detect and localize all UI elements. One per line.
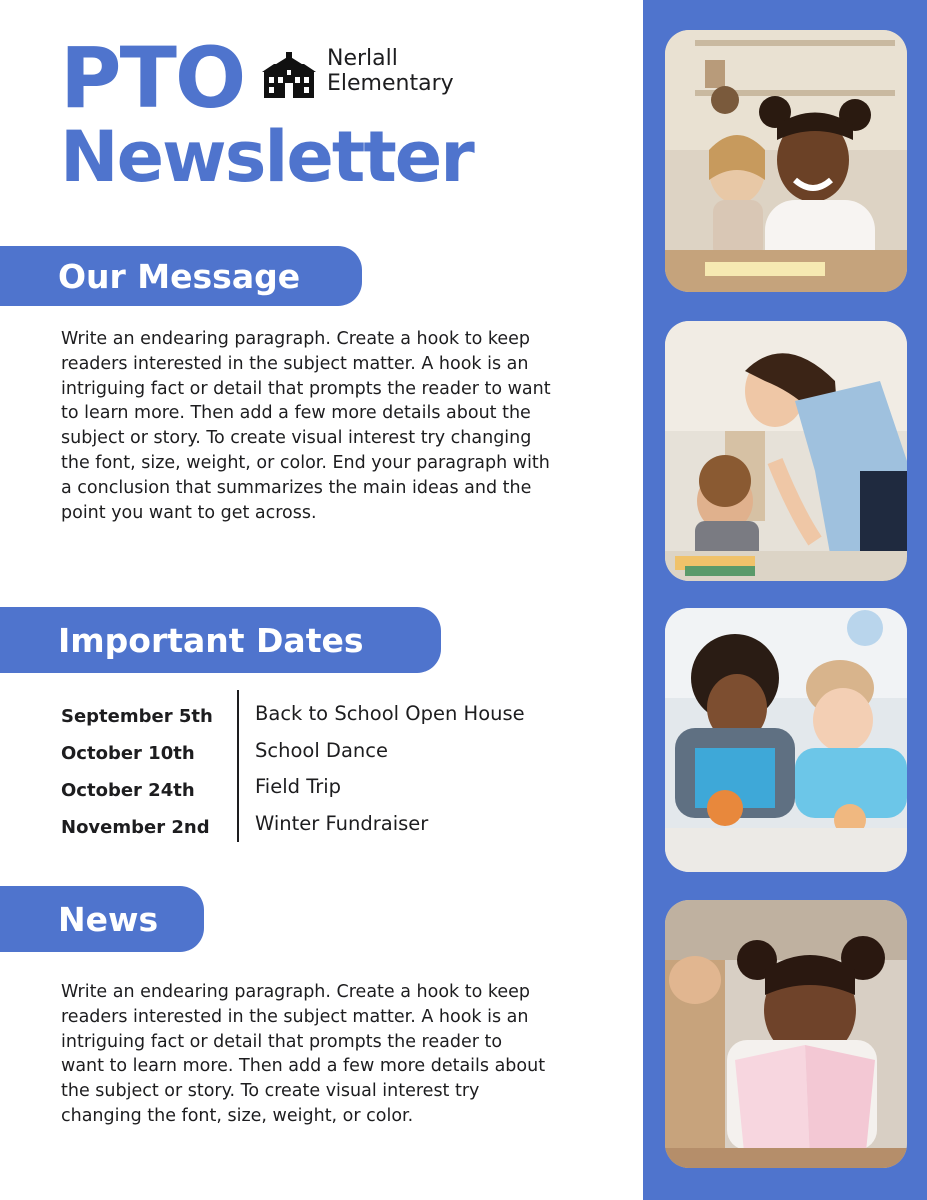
title-line-newsletter: Newsletter — [60, 116, 473, 198]
event-item: Field Trip — [255, 775, 342, 798]
event-item: Back to School Open House — [255, 702, 525, 725]
school-name-line2: Elementary — [327, 71, 454, 96]
classroom-photo-teacher-helping — [665, 321, 907, 581]
events-column — [255, 696, 525, 842]
dates-column — [61, 698, 213, 846]
classroom-photo-children-painting — [665, 608, 907, 872]
school-name-line1: Nerlall — [327, 46, 398, 71]
event-item: Winter Fundraiser — [255, 811, 429, 835]
our-message-body: Write an endearing paragraph. Create a hook to keep readers interested in the subject matter. A hook is an intriguing fact or detail that prompts the reader to want to learn more. Then add a few more details about the subject or story. To create visual interest try changing the font, size, weight, or color. End your paragraph with a conclusion that summarizes the main ideas and the point you want to get across. — [61, 329, 551, 523]
date-item: November 2nd — [61, 817, 210, 838]
news-body: Write an endearing paragraph. Create a hook to keep readers interested in the subject matter. A hook is an intriguing fact or detail that prompts the reader to want to learn more. Then add a few more details about the subject or story. To create visual interest try changing the font, size, weight, or color. — [61, 982, 546, 1126]
school-building-icon — [262, 52, 316, 98]
date-item: October 10th — [61, 743, 195, 764]
school-name — [327, 46, 454, 96]
classroom-photo-girl-reading — [665, 900, 907, 1168]
important-dates-list — [61, 690, 561, 842]
date-item: September 5th — [61, 706, 213, 727]
date-item: October 24th — [61, 780, 195, 801]
event-item: School Dance — [255, 738, 388, 762]
news-heading: News — [0, 886, 204, 952]
important-dates-heading: Important Dates — [0, 607, 441, 673]
dates-divider — [237, 690, 239, 842]
school-logo — [262, 46, 454, 98]
classroom-photo-girl-smiling — [665, 30, 907, 292]
title-line-pto: PTO — [60, 29, 245, 127]
our-message-heading: Our Message — [0, 246, 362, 306]
